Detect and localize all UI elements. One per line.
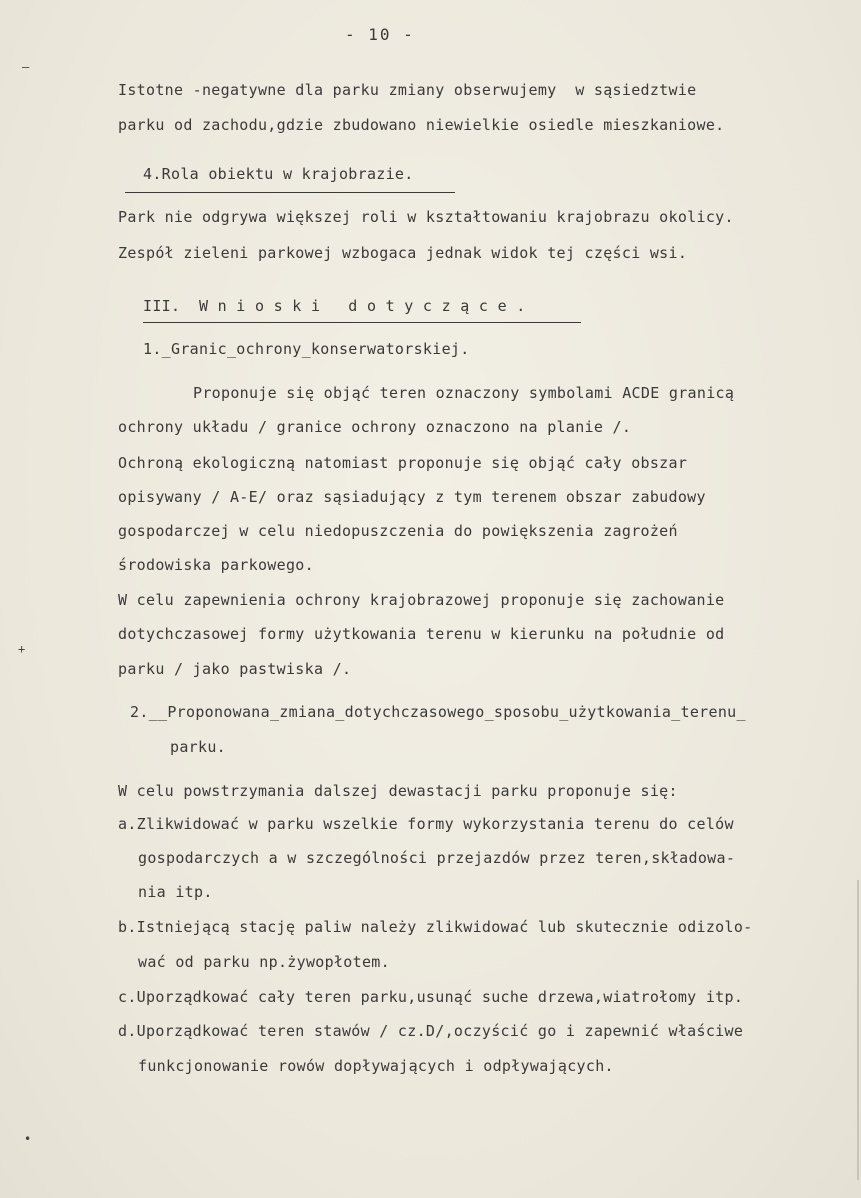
list-item: c.Uporządkować cały teren parku,usunąć suche drzewa,wiatrołomy itp. [118, 988, 744, 1006]
section-heading: 4.Rola obiektu w krajobrazie. [143, 165, 414, 183]
paper-edge [857, 880, 859, 1180]
text-line: Ochroną ekologiczną natomiast proponuje się objąć cały obszar [118, 454, 688, 472]
text-line: Istotne -negatywne dla parku zmiany obserwujemy w sąsiedztwie [118, 81, 697, 99]
text-line: W celu zapewnienia ochrony krajobrazowej proponuje się zachowanie [118, 591, 725, 609]
list-item-cont: gospodarczych a w szczególności przejazdów przez teren,składowa- [138, 849, 736, 867]
text-line: opisywany / A-E/ oraz sąsiadujący z tym terenem obszar zabudowy [118, 488, 706, 506]
subsection-heading: 2.__Proponowana_zmiana_dotychczasowego_sposobu_użytkowania_terenu_ [130, 703, 746, 721]
subsection-heading-cont: parku. [170, 738, 226, 756]
heading-underline [125, 192, 455, 193]
text-line: ochrony układu / granice ochrony oznaczono na planie /. [118, 418, 632, 436]
margin-mark: + [18, 642, 26, 656]
chapter-underline [143, 322, 581, 323]
subsection-heading: 1._Granic_ochrony_konserwatorskiej. [143, 340, 470, 358]
margin-mark: – [22, 60, 30, 74]
text-line: parku od zachodu,gdzie zbudowano niewielkie osiedle mieszkaniowe. [118, 116, 725, 134]
list-item-cont: wać od parku np.żywopłotem. [138, 953, 390, 971]
list-item: a.Zlikwidować w parku wszelkie formy wykorzystania terenu do celów [118, 815, 734, 833]
page-number: - 10 - [345, 25, 415, 44]
chapter-heading: III. W n i o s k i d o t y c z ą c e . [143, 297, 526, 315]
text-line: W celu powstrzymania dalszej dewastacji parku proponuje się: [118, 782, 678, 800]
text-line: Zespół zieleni parkowej wzbogaca jednak widok tej części wsi. [118, 244, 688, 262]
text-line: środowiska parkowego. [118, 556, 314, 574]
text-line: parku / jako pastwiska /. [118, 660, 352, 678]
list-item: d.Uporządkować teren stawów / cz.D/,oczyścić go i zapewnić właściwe [118, 1022, 744, 1040]
list-item-cont: nia itp. [138, 883, 213, 901]
list-item: b.Istniejącą stację paliw należy zlikwidować lub skutecznie odizolo- [118, 918, 753, 936]
list-item-cont: funkcjonowanie rowów dopływających i odpływających. [138, 1057, 614, 1075]
margin-mark: • [24, 1132, 32, 1146]
text-line: Park nie odgrywa większej roli w kształtowaniu krajobrazu okolicy. [118, 208, 734, 226]
text-line: gospodarczej w celu niedopuszczenia do powiększenia zagrożeń [118, 522, 678, 540]
text-line: dotychczasowej formy użytkowania terenu w kierunku na południe od [118, 625, 725, 643]
text-line: Proponuje się objąć teren oznaczony symbolami ACDE granicą [193, 384, 735, 402]
